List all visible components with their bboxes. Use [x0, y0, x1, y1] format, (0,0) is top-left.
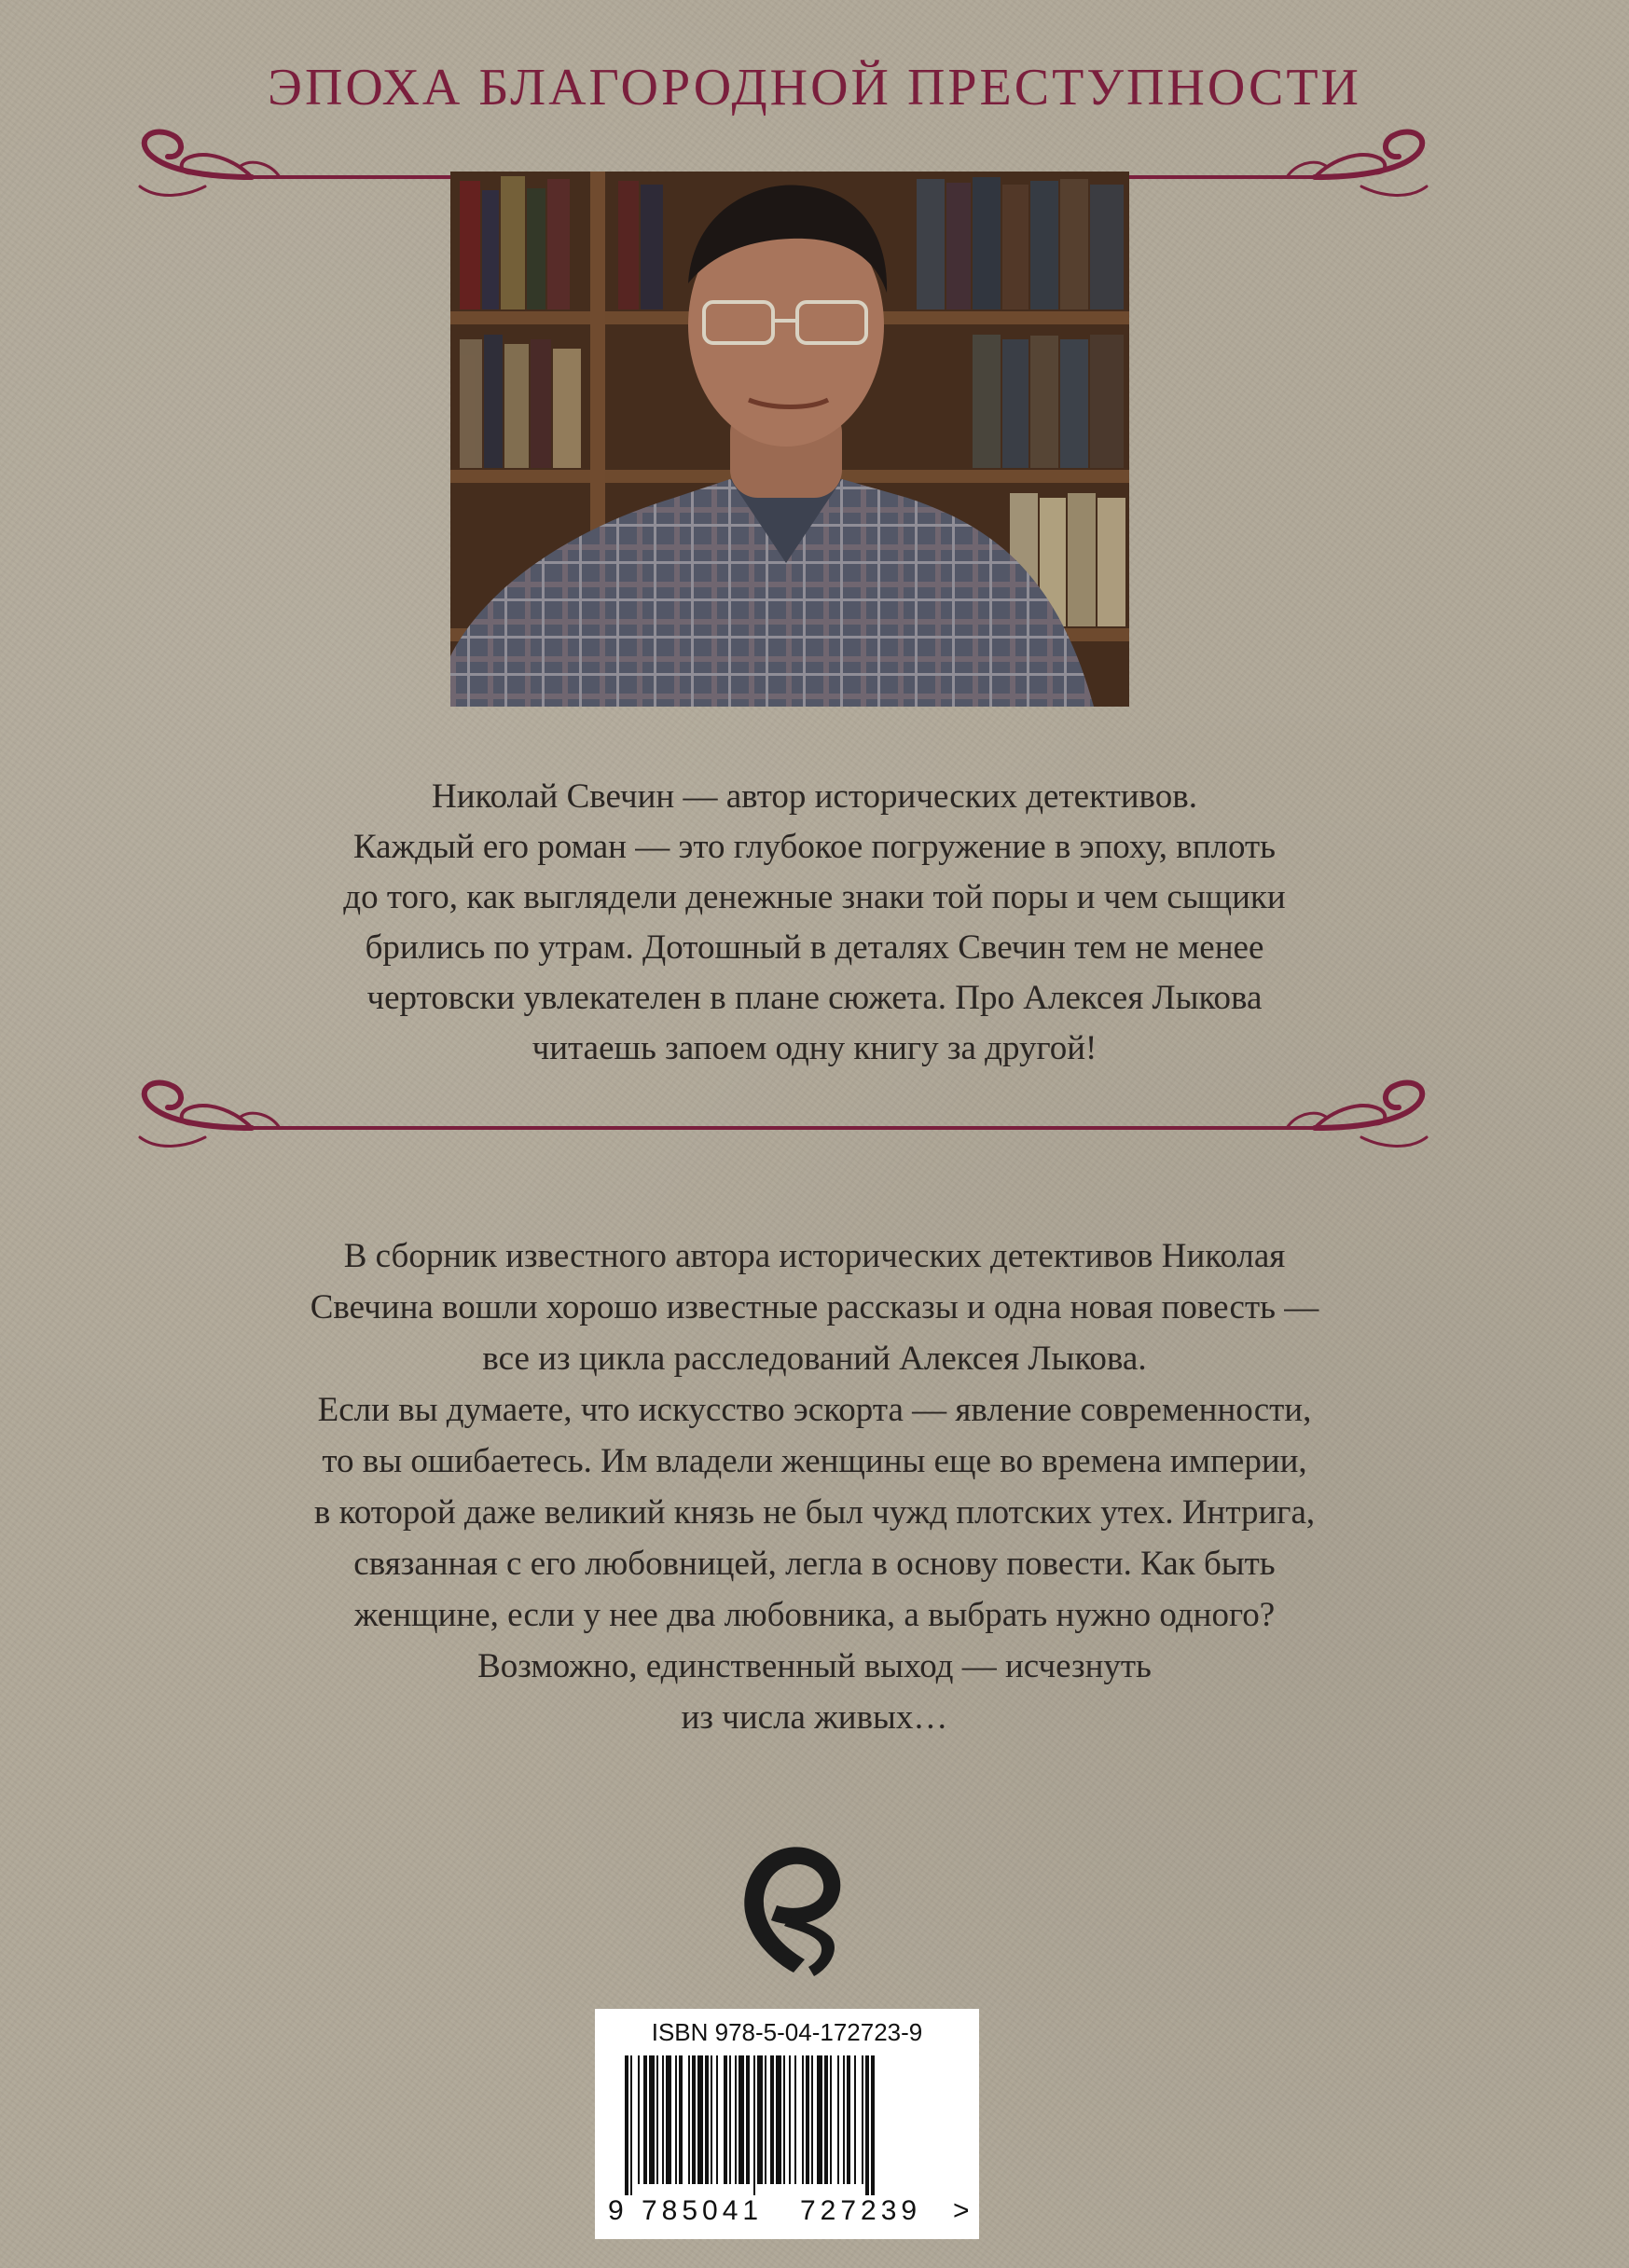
- book-blurb-line: связанная с его любовницей, легла в основу повести. Как быть: [353, 1545, 1276, 1583]
- barcode-bar: [746, 2055, 750, 2184]
- barcode-bar: [716, 2055, 718, 2184]
- barcode-bar: [806, 2055, 809, 2184]
- barcode-bar: [643, 2055, 647, 2184]
- barcode-bar: [854, 2055, 856, 2184]
- barcode-bars-icon: [621, 2055, 953, 2195]
- publisher-logo-icon: [734, 1836, 855, 1986]
- barcode-bar: [776, 2055, 781, 2184]
- isbn-barcode: [595, 2009, 979, 2239]
- barcode-bar: [802, 2055, 804, 2184]
- book-blurb-line: женщине, если у нее два любовника, а выбрать нужно одного?: [353, 1596, 1276, 1634]
- barcode-bar: [824, 2055, 828, 2184]
- barcode-bar: [705, 2055, 709, 2184]
- barcode-bar: [649, 2055, 655, 2184]
- barcode-bar: [843, 2055, 845, 2184]
- barcode-end-mark: >: [953, 2195, 971, 2226]
- barcode-left-group: 785041: [642, 2195, 764, 2226]
- author-blurb-line: Каждый его роман — это глубокое погружение в эпоху, вплоть: [352, 828, 1277, 866]
- book-blurb-line: В сборник известного автора исторических детективов Николая: [343, 1237, 1286, 1275]
- author-photo: [450, 172, 1129, 707]
- barcode-bar: [757, 2055, 763, 2184]
- barcode-bar: [688, 2055, 690, 2184]
- author-photo-image: [450, 172, 1129, 707]
- barcode-first-digit: 9: [608, 2195, 625, 2226]
- isbn-text: ISBN 978-5-04-172723-9: [651, 2018, 923, 2046]
- barcode-bar: [765, 2055, 766, 2184]
- barcode-bar: [656, 2055, 658, 2184]
- book-blurb-line: Если вы думаете, что искусство эскорта — явление современности,: [317, 1391, 1312, 1429]
- barcode-bar: [735, 2055, 737, 2184]
- author-blurb-line: брились по утрам. Дотошный в деталях Свечин тем не менее: [365, 928, 1264, 967]
- barcode-bar: [811, 2055, 813, 2184]
- book-blurb: [168, 1230, 1461, 1743]
- barcode-bar: [753, 2055, 755, 2195]
- barcode-bar: [625, 2055, 628, 2195]
- barcode-bar: [692, 2055, 696, 2184]
- author-blurb-line: до того, как выглядели денежные знаки той поры и чем сыщики: [343, 878, 1286, 916]
- barcode-bar: [666, 2055, 671, 2184]
- barcode-bar: [783, 2055, 785, 2184]
- author-blurb: [186, 772, 1443, 1074]
- barcode-bar: [711, 2055, 712, 2184]
- barcode-bar: [871, 2055, 875, 2195]
- book-blurb-line: Возможно, единственный выход — исчезнуть: [477, 1647, 1152, 1685]
- barcode-bar: [862, 2055, 863, 2184]
- barcode-bar: [830, 2055, 832, 2184]
- barcode-bar: [630, 2055, 632, 2195]
- barcode-bar: [847, 2055, 850, 2184]
- barcode-bar: [724, 2055, 727, 2184]
- middle-ornament-divider: [131, 1072, 1436, 1156]
- author-blurb-line: Николай Свечин — автор исторических детективов.: [432, 777, 1197, 816]
- barcode-bar: [794, 2055, 796, 2184]
- barcode-bar: [679, 2055, 683, 2184]
- author-blurb-line: читаешь запоем одну книгу за другой!: [531, 1029, 1098, 1067]
- barcode-bar: [739, 2055, 744, 2184]
- barcode-bar: [837, 2055, 839, 2184]
- book-blurb-line: Свечина вошли хорошо известные рассказы и одна новая повесть —: [310, 1288, 1319, 1326]
- barcode-bar: [697, 2055, 703, 2184]
- barcode-right-group: 727239: [800, 2195, 922, 2226]
- author-blurb-line: чертовски увлекателен в плане сюжета. Про Алексея Лыкова: [366, 979, 1263, 1017]
- barcode-bar: [729, 2055, 731, 2184]
- barcode-bar: [865, 2055, 869, 2195]
- book-blurb-line: все из цикла расследований Алексея Лыкова.: [482, 1340, 1147, 1378]
- barcode-bar: [662, 2055, 664, 2184]
- barcode-bar: [789, 2055, 791, 2184]
- barcode-bar: [817, 2055, 822, 2184]
- book-blurb-line: в которой даже великий князь не был чужд плотских утех. Интрига,: [313, 1493, 1316, 1532]
- book-blurb-line: то вы ошибаетесь. Им владели женщины еще во времена империи,: [322, 1442, 1307, 1480]
- series-title: ЭПОХА БЛАГОРОДНОЙ ПРЕСТУПНОСТИ: [268, 59, 1361, 117]
- book-blurb-line: из числа живых…: [681, 1698, 948, 1737]
- barcode-bar: [770, 2055, 774, 2184]
- barcode-bar: [638, 2055, 640, 2184]
- barcode-bar: [675, 2055, 677, 2184]
